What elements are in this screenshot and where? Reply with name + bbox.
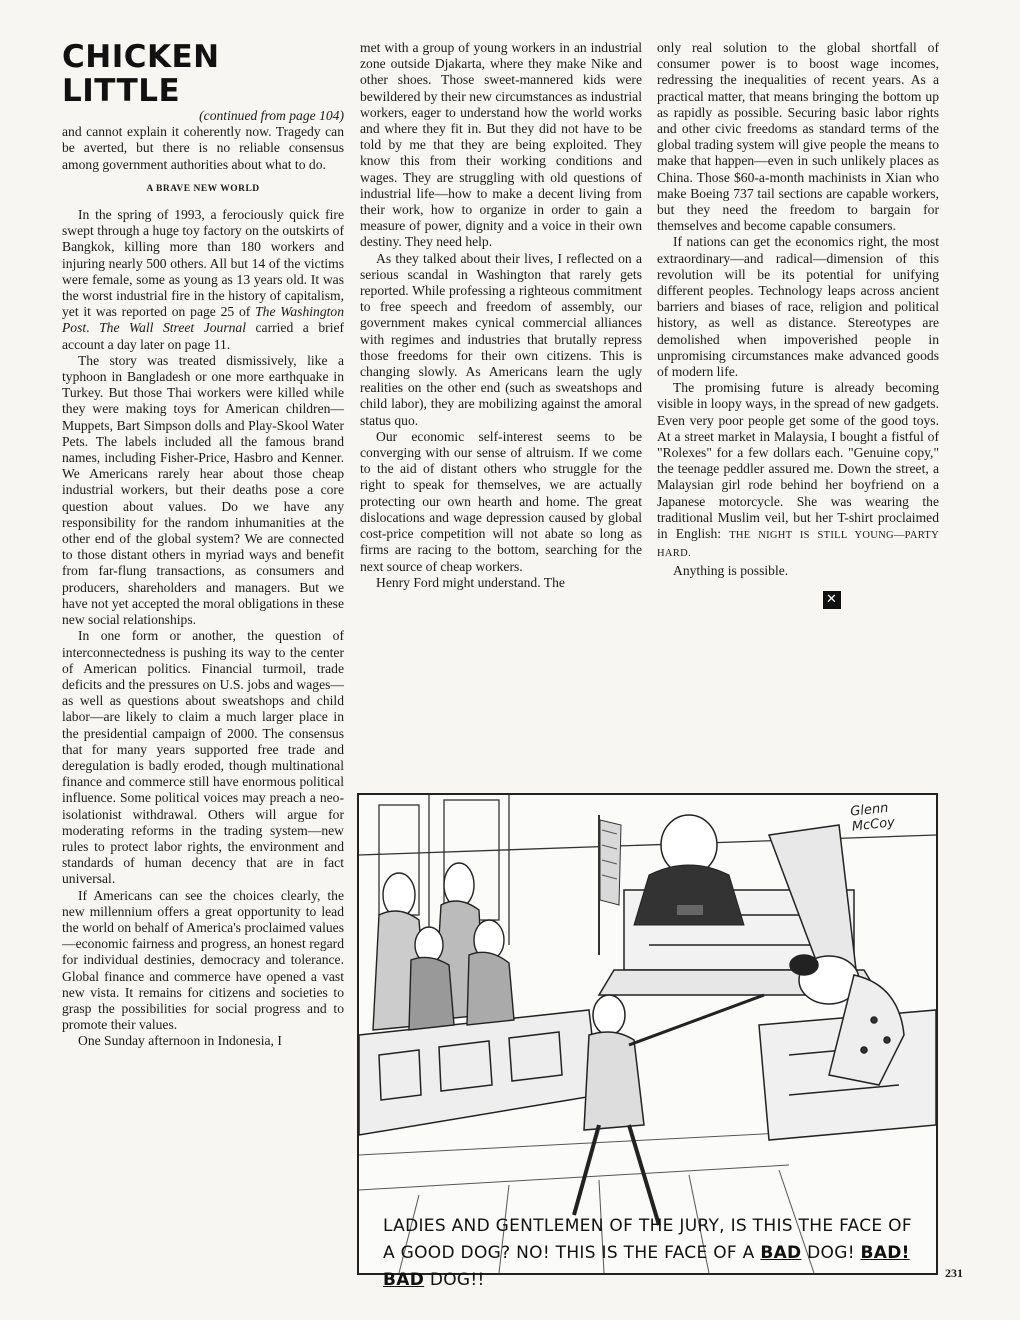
article-column-1 xyxy=(62,40,344,1050)
caption-text: DOG!! xyxy=(424,1270,485,1290)
caption-text: DOG! xyxy=(801,1243,861,1263)
section-subhead: A BRAVE NEW WORLD xyxy=(146,183,260,194)
paragraph xyxy=(62,207,344,353)
article-column-3 xyxy=(657,40,939,609)
paragraph: If nations can get the economics right, the most extraordinary—and radical—dimension of this revolution will be its potential for unifying different peoples. Technology leaps across ancient barriers and biases of race, religion and political history, as well as distance. Stereotypes are demolished when impoverished people in unpromising circumstances make advanced goods of modern life. xyxy=(657,234,939,380)
lawyer-figure xyxy=(574,995,764,1225)
publication-name: The Washington Post xyxy=(62,304,344,336)
paragraph: If Americans can see the choices clearly, the new millennium offers a great opportunity to lead the world on behalf of America's proclaimed values—economic fairness and progress, an honest regard for individual destinies, democracy and tolerance. Global finance and commerce have opened a vast new vista. It remains for citizens and societies to grasp the possibilities for social progress and to promote their values. xyxy=(62,887,344,1033)
cartoon-drawing xyxy=(359,795,936,1273)
courtroom-cartoon xyxy=(357,793,938,1290)
paragraph: and cannot explain it coherently now. Tragedy can be averted, but there is no reliable consensus among government authorities about what to do. xyxy=(62,124,344,172)
paragraph: met with a group of young workers in an industrial zone outside Djakarta, where they make Nike and other shoes. Those sweet-mannered kids were bewildered by their new circumstances as industrial workers, eager to understand how the world works and where they fit in. But they did not have to be told by me that they are being exploited. They know this from their working conditions and wages. They are struggling with old questions of industrial life—how to make a decent living from their work, how to organize in order to gain a measure of power, dignity and a voice in their own destiny. They need help. xyxy=(360,40,642,250)
paragraph: Anything is possible. xyxy=(673,562,789,578)
page-number: 231 xyxy=(945,1266,963,1280)
paragraph xyxy=(657,380,939,562)
end-mark-glyph: ✕ xyxy=(826,591,837,607)
caption-emphasis: BAD xyxy=(383,1270,425,1290)
paragraph: Our economic self-interest seems to be converging with our sense of altruism. If we come to the aid of distant others who struggle for the right to speak for themselves, we are actually protecting our own hearth and home. The great dislocations and wage depression caused by global cost-price competition will not abate so long as firms are racing to the bottom, searching for the next source of cheap workers. xyxy=(360,428,642,574)
paragraph-text: carried a brief account a day later on page 11. xyxy=(62,320,344,352)
paragraph: In one form or another, the question of interconnectedness is pushing its way to the center of American politics. Financial turmoil, trade deficits and the pressures on U.S. jobs and wages—as well as questions about sweatshops and child labor—are likely to claim a much larger place in the presidential campaign of 2000. The consensus that for many years supported free trade and deregulation is badly eroded, though multinational finance and commerce still have enormous political influence. Some political voices may preach a neo-isolationist withdrawal. Others will argue for moderating reforms in the trading system—new rules to protect labor rights, the environment and standards of human decency that are in fact universal. xyxy=(62,628,344,887)
cartoonist-signature: Glenn McCoy xyxy=(849,800,896,835)
caption-emphasis: BAD xyxy=(760,1243,802,1263)
flag-icon xyxy=(599,815,621,955)
caption-text: LADIES AND GENTLEMEN OF THE JURY, IS THIS THE FACE OF A GOOD DOG? NO! THIS IS THE FACE OF A xyxy=(383,1216,912,1263)
article-column-2 xyxy=(360,40,642,591)
paragraph: The story was treated dismissively, like a typhoon in Bangladesh or one more earthquake in Turkey. But those Thai workers were killed while they were making toys for American children—Muppets, Bart Simpson dolls and Play-Skool Water Pets. The labels included all the famous brand names, including Fisher-Price, Hasbro and Kenner. We Americans rarely hear about those cheap industrial workers, but their deaths pose a core question about values. Do we have any responsibility for the random inhumanities at the other end of the global system? We are connected to those distant others in myriad ways and benefit from far-flung transactions, as consumers and producers, shareholders and managers. But we have not yet accepted the moral obligations in these new social relationships. xyxy=(62,352,344,628)
judge-figure xyxy=(634,815,744,925)
paragraph-text: In the spring of 1993, a ferociously quick fire swept through a huge toy factory on the outskirts of Bangkok, killing more than 180 workers and injuring nearly 500 others. All but 14 of the victims were female, some as young as 13 years old. It was the worst industrial fire in the history of capitalism, yet it was reported on page 25 of xyxy=(62,207,344,320)
article-headline: CHICKEN LITTLE xyxy=(62,39,220,109)
end-mark-icon xyxy=(823,591,841,609)
continued-note: (continued from page 104) xyxy=(199,108,344,123)
cartoon-caption xyxy=(383,1213,923,1294)
paragraph: only real solution to the global shortfall of consumer power is to boost wage incomes, redressing the inequalities of recent years. As a practical matter, that means bringing the bottom up as rapidly as possible. Securing basic labor rights and other civic freedoms as standard terms of the global trading system will give people the means to make that happen—even in such unlikely places as China. Those $60-a-month machinists in Xian who make Boeing 737 tail sections are capable workers, but they need the freedom to bargain for themselves and become capable consumers. xyxy=(657,40,939,234)
publication-name: The Wall Street Journal xyxy=(99,320,246,336)
jurors-group xyxy=(373,863,514,1030)
paragraph: One Sunday afternoon in Indonesia, I xyxy=(78,1033,282,1049)
paragraph-text: . xyxy=(86,320,100,336)
tshirt-slogan: THE NIGHT IS STILL YOUNG—PARTY HARD. xyxy=(657,530,939,560)
paragraph-text: The promising future is already becoming visible in loopy ways, in the spread of new gadgets. Even very poor people get some of the good toys. At a street market in Malaysia, I bought a fistful of "Rolexes" for a few dollars each. "Genuine copy," the teenage peddler assured me. Down the street, a Malaysian girl rode behind her boyfriend on a Japanese motorcycle. She was wearing the traditional Muslim veil, but her T-shirt proclaimed in English: xyxy=(657,380,939,542)
caption-emphasis: BAD! xyxy=(860,1243,910,1263)
paragraph: As they talked about their lives, I reflected on a serious scandal in Washington that rarely gets reported. While professing a righteous commitment to free speech and freedom of assembly, our government makes cynical commercial alliances with regimes and industries that brutally repress those freedoms for their own citizens. This is changing slowly. As Americans learn the ugly realities on the other end (such as sweatshops and child labor), they are mobilizing against the amoral status quo. xyxy=(360,250,642,428)
paragraph: Henry Ford might understand. The xyxy=(376,574,565,590)
